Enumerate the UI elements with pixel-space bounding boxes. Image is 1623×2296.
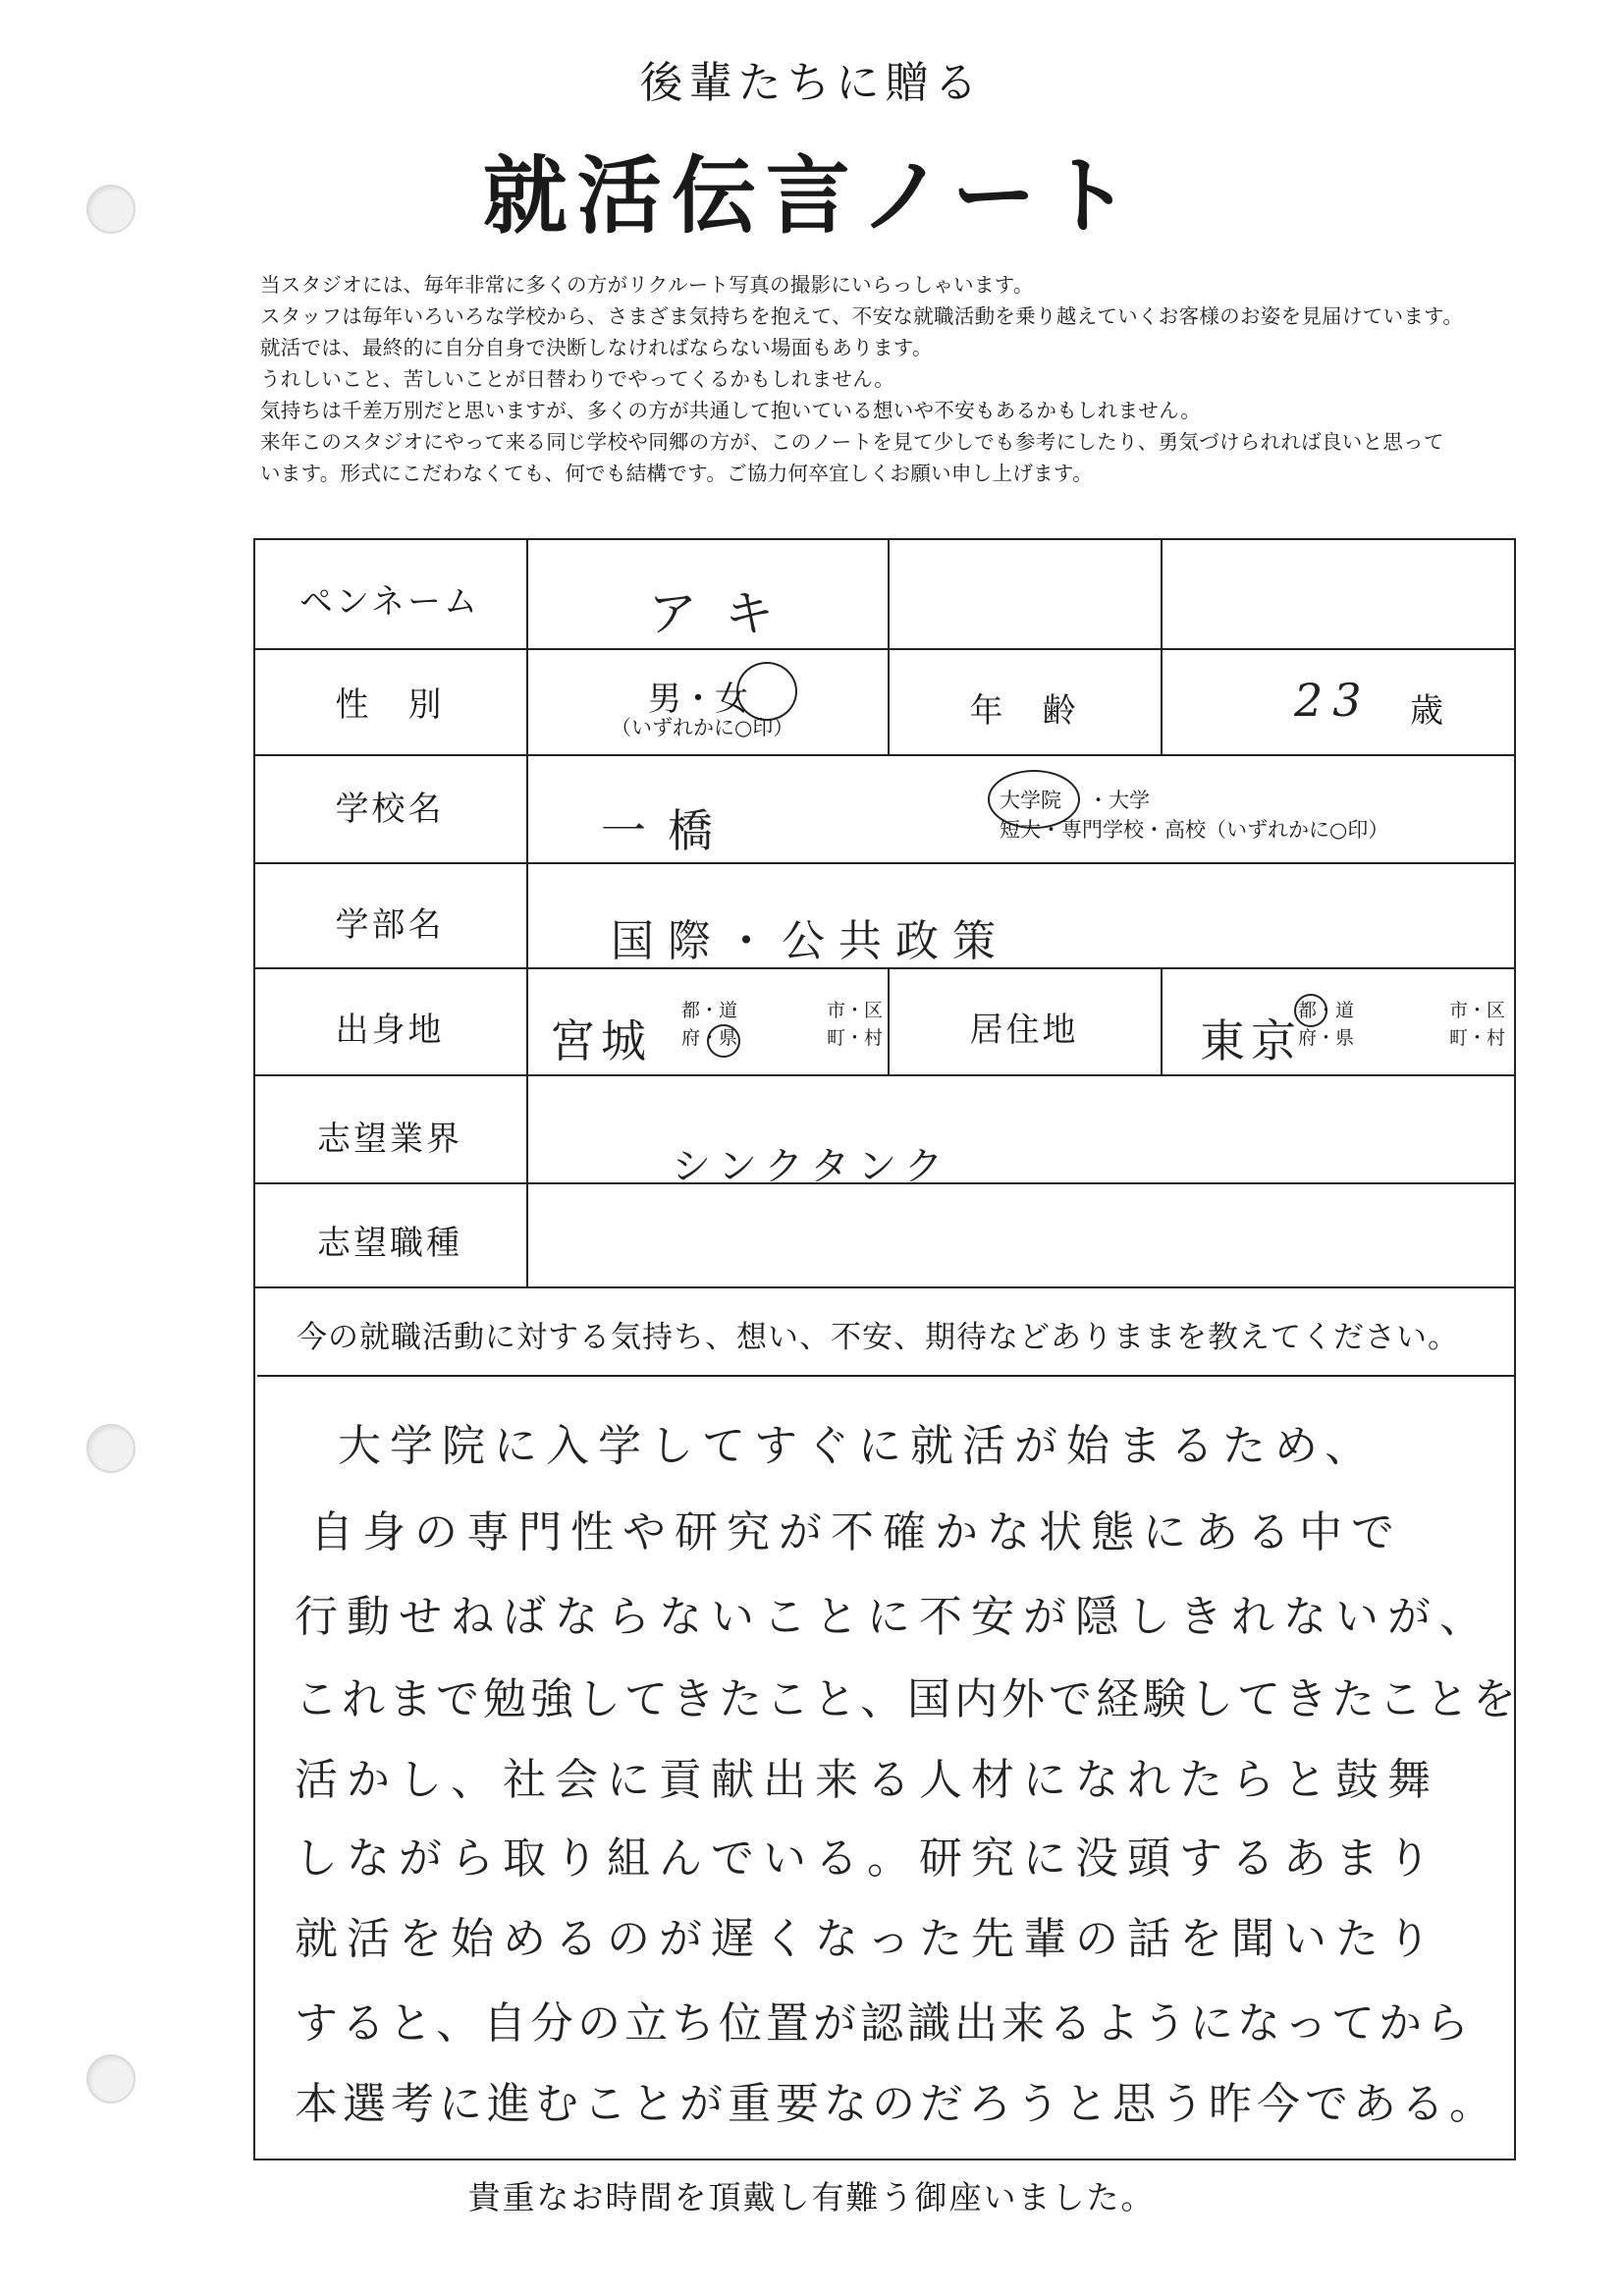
age-label: 年 齢 (969, 691, 1079, 731)
row-divider (253, 1074, 1516, 1076)
gender-male[interactable]: 男 (648, 680, 681, 719)
school-option-univ[interactable]: ・大学 (1088, 789, 1150, 812)
answer-line[interactable]: しながら取り組んでいる。研究に没頭するあまり (295, 1833, 1439, 1884)
hometown-label: 出身地 (335, 1011, 445, 1050)
gender-dot: ・ (681, 680, 715, 719)
label-column-divider (526, 538, 528, 1286)
hometown-value[interactable]: 宮城 (550, 1014, 652, 1067)
punch-hole-2 (86, 1424, 135, 1473)
residence-pref-line1: 都・道 (1298, 1000, 1355, 1021)
job-type-label: 志望職種 (317, 1224, 462, 1263)
answer-line[interactable]: すると、自分の立ち位置が認識出来るようになってから (295, 1998, 1473, 2049)
school-label: 学校名 (335, 790, 445, 829)
residence-pref-line2: 府・県 (1298, 1027, 1355, 1049)
residence-selected-circle (1294, 994, 1327, 1027)
hometown-city-line1: 市・区 (827, 1000, 884, 1021)
pen-name-label: ペンネーム (299, 582, 480, 622)
row-divider (253, 1286, 1516, 1288)
intro-line: 来年このスタジオにやって来る同じ学校や同郷の方が、このノートを見て少しでも参考にしたり、勇気づけられれば良いと思って (260, 430, 1444, 454)
intro-line: います。形式にこだわなくても、何でも結構です。ご協力何卒宜しくお願い申し上げます。 (260, 462, 1093, 485)
industry-label: 志望業界 (317, 1120, 462, 1159)
intro-line: 気持ちは千差万別だと思いますが、多くの方が共通して抱いている想いや不安もあるかもしれません。 (260, 399, 1202, 422)
intro-line: 当スタジオには、毎年非常に多くの方がリクルート写真の撮影にいらっしゃいます。 (260, 273, 1034, 297)
cell-divider (1161, 967, 1163, 1074)
row-divider (257, 1375, 1516, 1377)
intro-line: うれしいこと、苦しいことが日替わりでやってくるかもしれません。 (260, 367, 895, 391)
answer-line[interactable]: 自身の専門性や研究が不確かな状態にある中で (310, 1507, 1403, 1558)
header-subtitle: 後輩たちに贈る (639, 58, 984, 108)
gender-label: 性 別 (335, 685, 445, 725)
row-divider (253, 648, 1516, 650)
faculty-value[interactable]: 国際・公共政策 (611, 916, 1009, 966)
answer-line[interactable]: 本選考に進むことが重要なのだろうと思う昨今である。 (295, 2079, 1497, 2129)
residence-label: 居住地 (969, 1011, 1079, 1050)
row-divider (253, 754, 1516, 756)
hometown-city-line2: 町・村 (827, 1027, 884, 1049)
age-unit: 歳 (1410, 691, 1443, 731)
residence-city-line2: 町・村 (1449, 1027, 1506, 1049)
answer-line[interactable]: これまで勉強してきたこと、国内外で経験してきたことを (295, 1674, 1520, 1724)
residence-value[interactable]: 東京 (1200, 1014, 1302, 1067)
hometown-pref-line1: 都・道 (681, 1000, 738, 1021)
age-value[interactable]: 23 (1294, 674, 1372, 727)
footer-thanks: 貴重なお時間を頂戴し有難う御座いました。 (467, 2178, 1156, 2216)
question-prompt: 今の就職活動に対する気持ち、想い、不安、期待などありままを教えてください。 (297, 1320, 1459, 1355)
school-value[interactable]: 一橋 (601, 804, 734, 857)
intro-line: 就活では、最終的に自分自身で決断しなければならない場面もあります。 (260, 336, 933, 359)
answer-line[interactable]: 活かし、社会に貢献出来る人材になれたらと鼓舞 (295, 1755, 1439, 1805)
gender-selected-circle (736, 662, 797, 721)
industry-value[interactable]: シンクタンク (672, 1144, 951, 1189)
faculty-label: 学部名 (335, 905, 445, 945)
cell-divider (1161, 648, 1163, 754)
row-divider (253, 862, 1516, 864)
hometown-selected-circle (707, 1024, 740, 1058)
answer-line[interactable]: 就活を始めるのが遅くなった先輩の話を聞いたり (295, 1914, 1439, 1964)
answer-line[interactable]: 行動せねばならないことに不安が隠しきれないが、 (295, 1592, 1491, 1642)
residence-city-line1: 市・区 (1449, 1000, 1506, 1021)
hometown-pref-line2: 府・県 (681, 1027, 738, 1049)
school-option-grad[interactable]: 大学院 (1000, 789, 1061, 812)
intro-line: スタッフは毎年いろいろな学校から、さまざま気持ちを抱えて、不安な就職活動を乗り越えていくお客様のお姿を見届けています。 (260, 304, 1464, 328)
header-title: 就活伝言ノート (482, 147, 1141, 246)
cell-divider (1161, 538, 1163, 648)
punch-hole-3 (86, 2054, 135, 2104)
gender-female[interactable]: 女 (715, 680, 748, 719)
pen-name-value[interactable]: アキ (648, 585, 803, 642)
gender-options (648, 672, 748, 720)
answer-line[interactable]: 大学院に入学してすぐに就活が始まるため、 (338, 1421, 1378, 1471)
school-options-line2: 短大・専門学校・高校（いずれかに○印） (1000, 818, 1389, 842)
gender-note: （いずれかに○印） (611, 716, 794, 739)
